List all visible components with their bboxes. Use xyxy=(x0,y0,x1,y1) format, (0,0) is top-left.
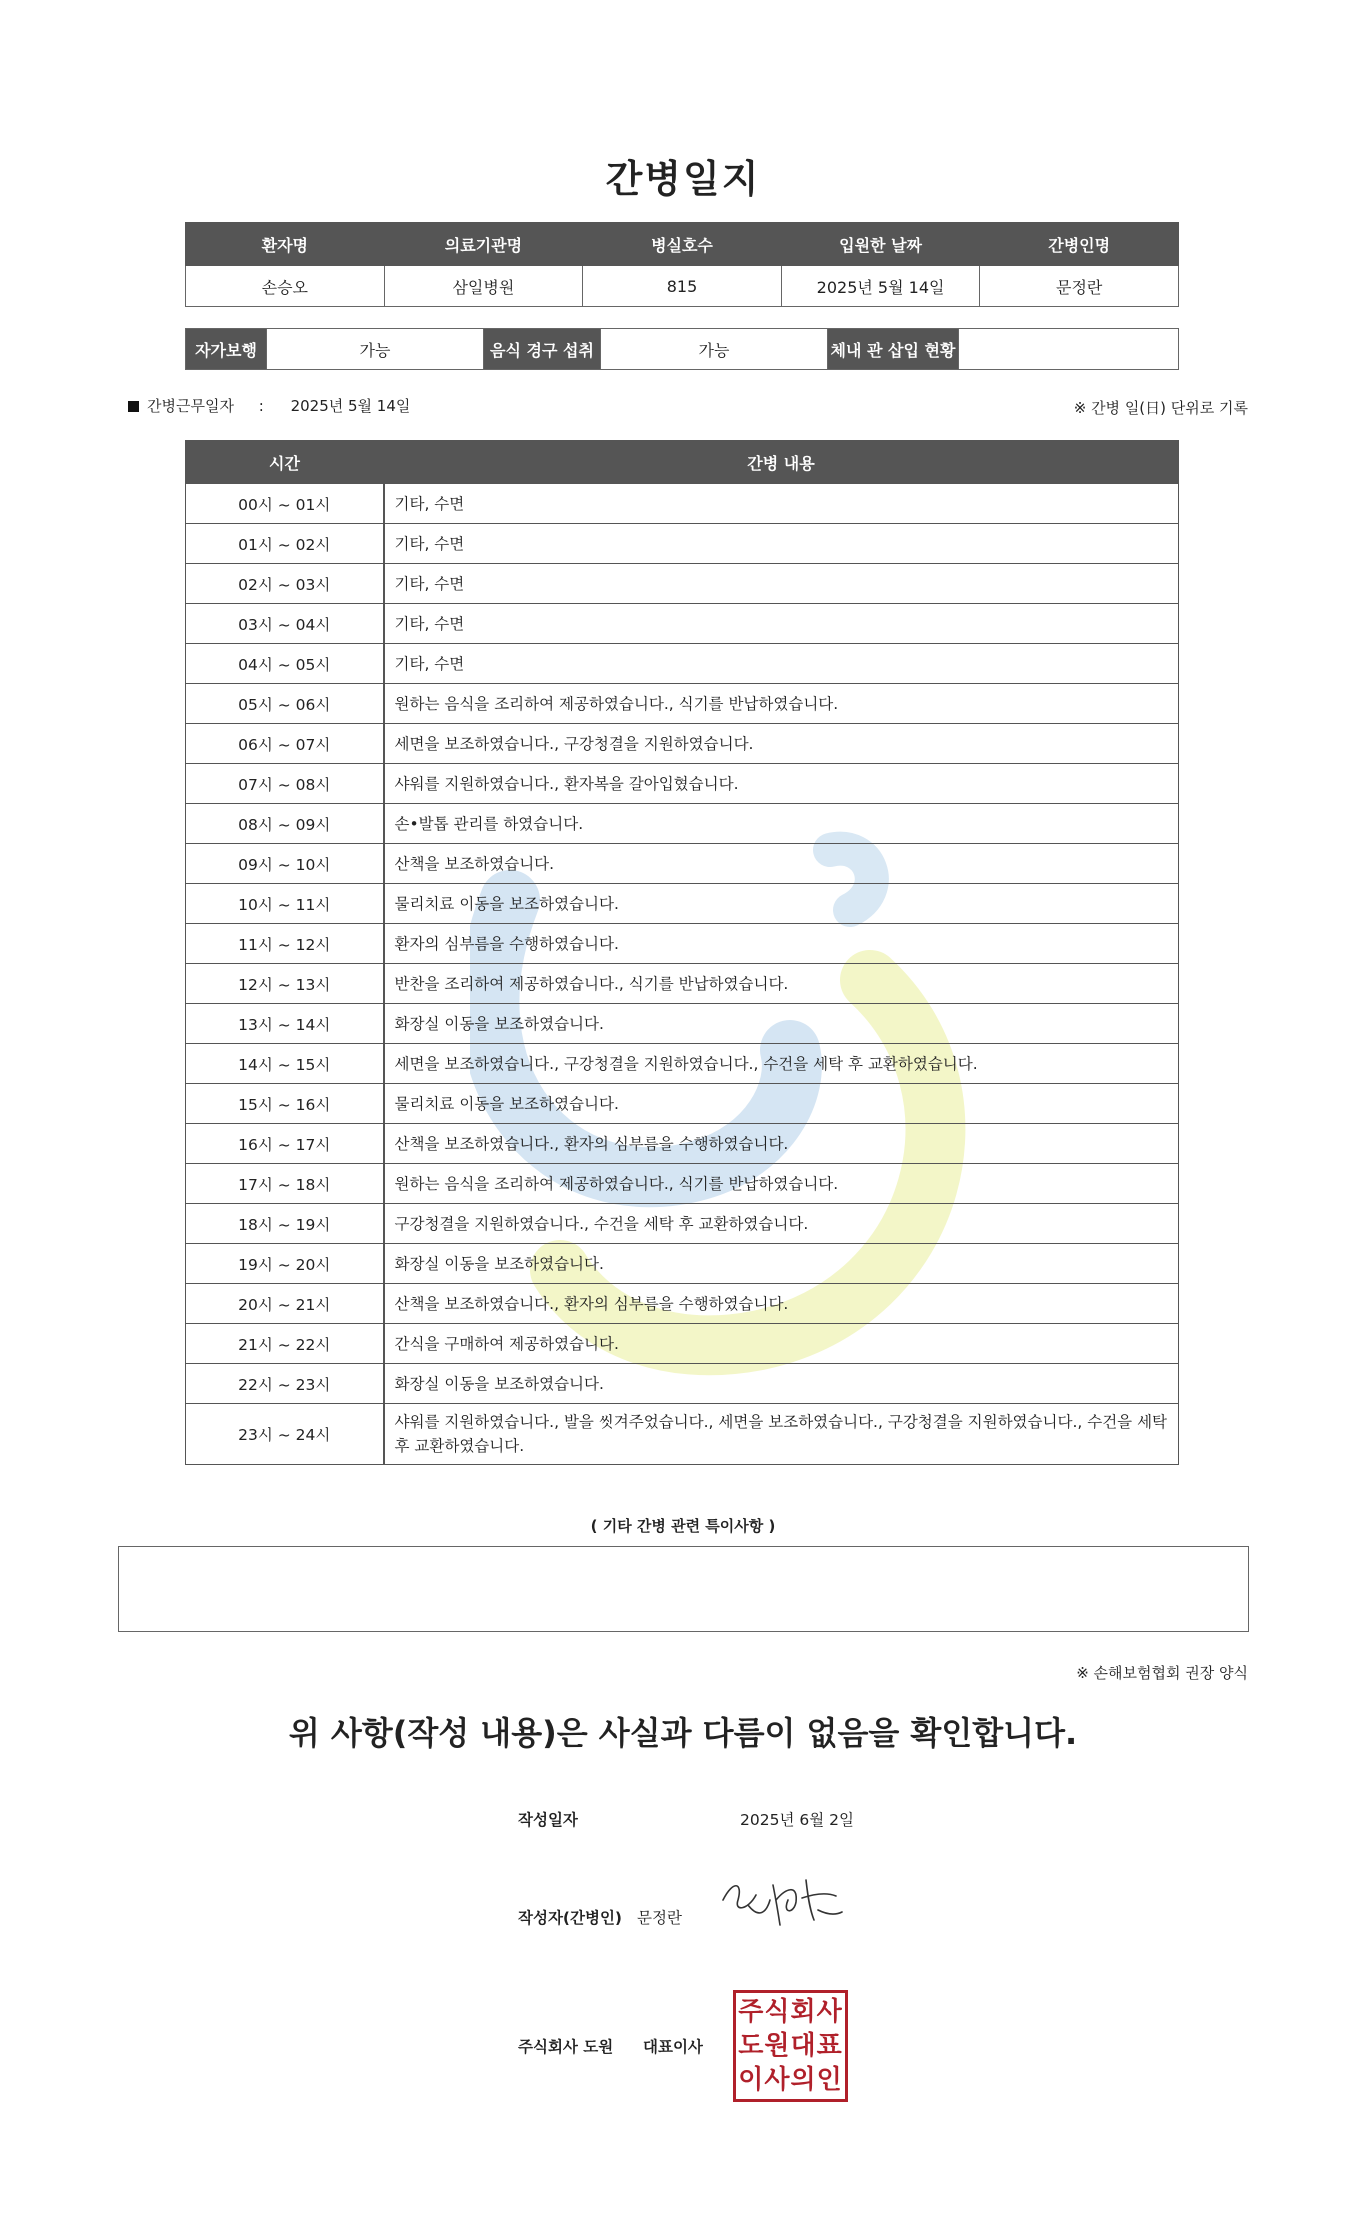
log-content: 샤워를 지원하였습니다., 환자복을 갈아입혔습니다. xyxy=(384,764,1179,804)
log-time: 05시 ~ 06시 xyxy=(186,684,384,724)
company-name: 주식회사 도원 xyxy=(518,2038,614,2056)
log-content: 샤워를 지원하였습니다., 발을 씻겨주었습니다., 세면을 보조하였습니다., 구강청결을 지원하였습니다., 수건을 세탁 후 교환하였습니다. xyxy=(384,1404,1179,1465)
info-header: 입원한 날짜 xyxy=(781,223,980,266)
patient-name: 손승오 xyxy=(186,266,385,307)
log-time: 21시 ~ 22시 xyxy=(186,1324,384,1364)
log-time: 07시 ~ 08시 xyxy=(186,764,384,804)
table-row xyxy=(186,964,1179,1004)
table-row xyxy=(186,644,1179,684)
stamp-line: 이사의인 xyxy=(738,2065,843,2095)
log-time: 12시 ~ 13시 xyxy=(186,964,384,1004)
table-row xyxy=(186,604,1179,644)
patient-status-table xyxy=(185,328,1179,370)
table-row xyxy=(186,1324,1179,1364)
log-time: 17시 ~ 18시 xyxy=(186,1164,384,1204)
table-row xyxy=(186,1164,1179,1204)
table-row xyxy=(186,524,1179,564)
table-row xyxy=(186,1404,1179,1465)
table-row xyxy=(186,1204,1179,1244)
confirmation-statement: 위 사항(작성 내용)은 사실과 다름이 없음을 확인합니다. xyxy=(288,1714,1078,1752)
tube-label: 체내 관 삽입 현황 xyxy=(828,329,959,370)
log-time: 13시 ~ 14시 xyxy=(186,1004,384,1044)
table-row xyxy=(186,564,1179,604)
log-time: 18시 ~ 19시 xyxy=(186,1204,384,1244)
info-header: 환자명 xyxy=(186,223,385,266)
log-header-content: 간병 내용 xyxy=(384,441,1179,484)
log-content: 기타, 수면 xyxy=(384,644,1179,684)
table-row xyxy=(186,764,1179,804)
log-time: 23시 ~ 24시 xyxy=(186,1404,384,1465)
log-time: 06시 ~ 07시 xyxy=(186,724,384,764)
table-row xyxy=(186,924,1179,964)
table-row xyxy=(186,804,1179,844)
table-row xyxy=(186,1004,1179,1044)
log-content: 물리치료 이동을 보조하였습니다. xyxy=(384,884,1179,924)
table-row xyxy=(186,1044,1179,1084)
log-time: 04시 ~ 05시 xyxy=(186,644,384,684)
table-row xyxy=(186,1364,1179,1404)
log-time: 20시 ~ 21시 xyxy=(186,1284,384,1324)
patient-info-table xyxy=(185,222,1179,307)
tube-value xyxy=(959,329,1179,370)
square-bullet-icon xyxy=(128,401,139,412)
stamp-line: 도원대표 xyxy=(738,2031,843,2061)
log-time: 22시 ~ 23시 xyxy=(186,1364,384,1404)
stamp-line: 주식회사 xyxy=(738,1997,843,2027)
caregiver-name: 문정란 xyxy=(980,266,1179,307)
log-content: 화장실 이동을 보조하였습니다. xyxy=(384,1244,1179,1284)
log-content: 구강청결을 지원하였습니다., 수건을 세탁 후 교환하였습니다. xyxy=(384,1204,1179,1244)
log-content: 세면을 보조하였습니다., 구강청결을 지원하였습니다. xyxy=(384,724,1179,764)
log-content: 기타, 수면 xyxy=(384,564,1179,604)
info-header: 병실호수 xyxy=(583,223,782,266)
log-time: 08시 ~ 09시 xyxy=(186,804,384,844)
log-time: 10시 ~ 11시 xyxy=(186,884,384,924)
association-note: ※ 손해보험협회 권장 양식 xyxy=(1076,1664,1248,1682)
signature-icon xyxy=(718,1870,848,1930)
admission-date: 2025년 5월 14일 xyxy=(781,266,980,307)
table-row xyxy=(186,684,1179,724)
work-date-colon: : xyxy=(258,397,264,415)
log-time: 01시 ~ 02시 xyxy=(186,524,384,564)
log-header-time: 시간 xyxy=(186,441,384,484)
self-walk-label: 자가보행 xyxy=(186,329,267,370)
log-time: 03시 ~ 04시 xyxy=(186,604,384,644)
log-content: 물리치료 이동을 보조하였습니다. xyxy=(384,1084,1179,1124)
writer-name: 문정란 xyxy=(637,1909,682,1927)
table-row xyxy=(186,1244,1179,1284)
log-content: 산책을 보조하였습니다., 환자의 심부름을 수행하였습니다. xyxy=(384,1124,1179,1164)
table-row xyxy=(186,1124,1179,1164)
table-row xyxy=(186,724,1179,764)
info-header: 간병인명 xyxy=(980,223,1179,266)
remarks-box xyxy=(118,1546,1249,1632)
date-label: 작성일자 xyxy=(518,1811,578,1829)
ceo-label: 대표이사 xyxy=(643,2038,703,2056)
remarks-title: ( 기타 간병 관련 특이사항 ) xyxy=(590,1517,776,1535)
log-content: 화장실 이동을 보조하였습니다. xyxy=(384,1364,1179,1404)
log-content: 산책을 보조하였습니다., 환자의 심부름을 수행하였습니다. xyxy=(384,1284,1179,1324)
log-time: 09시 ~ 10시 xyxy=(186,844,384,884)
log-time: 19시 ~ 20시 xyxy=(186,1244,384,1284)
work-date-row xyxy=(128,395,410,416)
log-content: 기타, 수면 xyxy=(384,524,1179,564)
log-content: 반찬을 조리하여 제공하였습니다., 식기를 반납하였습니다. xyxy=(384,964,1179,1004)
page-title: 간병일지 xyxy=(605,157,761,201)
writer-label: 작성자(간병인) xyxy=(518,1909,623,1927)
log-content: 산책을 보조하였습니다. xyxy=(384,844,1179,884)
log-content: 원하는 음식을 조리하여 제공하였습니다., 식기를 반납하였습니다. xyxy=(384,1164,1179,1204)
work-date-value: 2025년 5월 14일 xyxy=(290,397,411,415)
table-row xyxy=(186,1284,1179,1324)
table-row xyxy=(186,884,1179,924)
info-header: 의료기관명 xyxy=(384,223,583,266)
care-log-table xyxy=(185,440,1179,1465)
log-time: 16시 ~ 17시 xyxy=(186,1124,384,1164)
oral-intake-label: 음식 경구 섭취 xyxy=(484,329,601,370)
room-number: 815 xyxy=(583,266,782,307)
self-walk-value: 가능 xyxy=(267,329,484,370)
log-content: 기타, 수면 xyxy=(384,604,1179,644)
work-date-note: ※ 간병 일(日) 단위로 기록 xyxy=(1073,399,1248,417)
log-content: 화장실 이동을 보조하였습니다. xyxy=(384,1004,1179,1044)
hospital-name: 삼일병원 xyxy=(384,266,583,307)
log-content: 손•발톱 관리를 하였습니다. xyxy=(384,804,1179,844)
date-value: 2025년 6월 2일 xyxy=(740,1811,854,1829)
log-time: 02시 ~ 03시 xyxy=(186,564,384,604)
company-seal-stamp xyxy=(733,1990,848,2102)
log-time: 00시 ~ 01시 xyxy=(186,484,384,524)
log-content: 간식을 구매하여 제공하였습니다. xyxy=(384,1324,1179,1364)
table-row xyxy=(186,844,1179,884)
log-content: 기타, 수면 xyxy=(384,484,1179,524)
log-content: 세면을 보조하였습니다., 구강청결을 지원하였습니다., 수건을 세탁 후 교환하였습니다. xyxy=(384,1044,1179,1084)
table-row xyxy=(186,1084,1179,1124)
table-row xyxy=(186,484,1179,524)
log-content: 환자의 심부름을 수행하였습니다. xyxy=(384,924,1179,964)
oral-intake-value: 가능 xyxy=(601,329,828,370)
work-date-label: 간병근무일자 xyxy=(147,397,234,415)
log-content: 원하는 음식을 조리하여 제공하였습니다., 식기를 반납하였습니다. xyxy=(384,684,1179,724)
log-time: 11시 ~ 12시 xyxy=(186,924,384,964)
log-time: 15시 ~ 16시 xyxy=(186,1084,384,1124)
log-time: 14시 ~ 15시 xyxy=(186,1044,384,1084)
